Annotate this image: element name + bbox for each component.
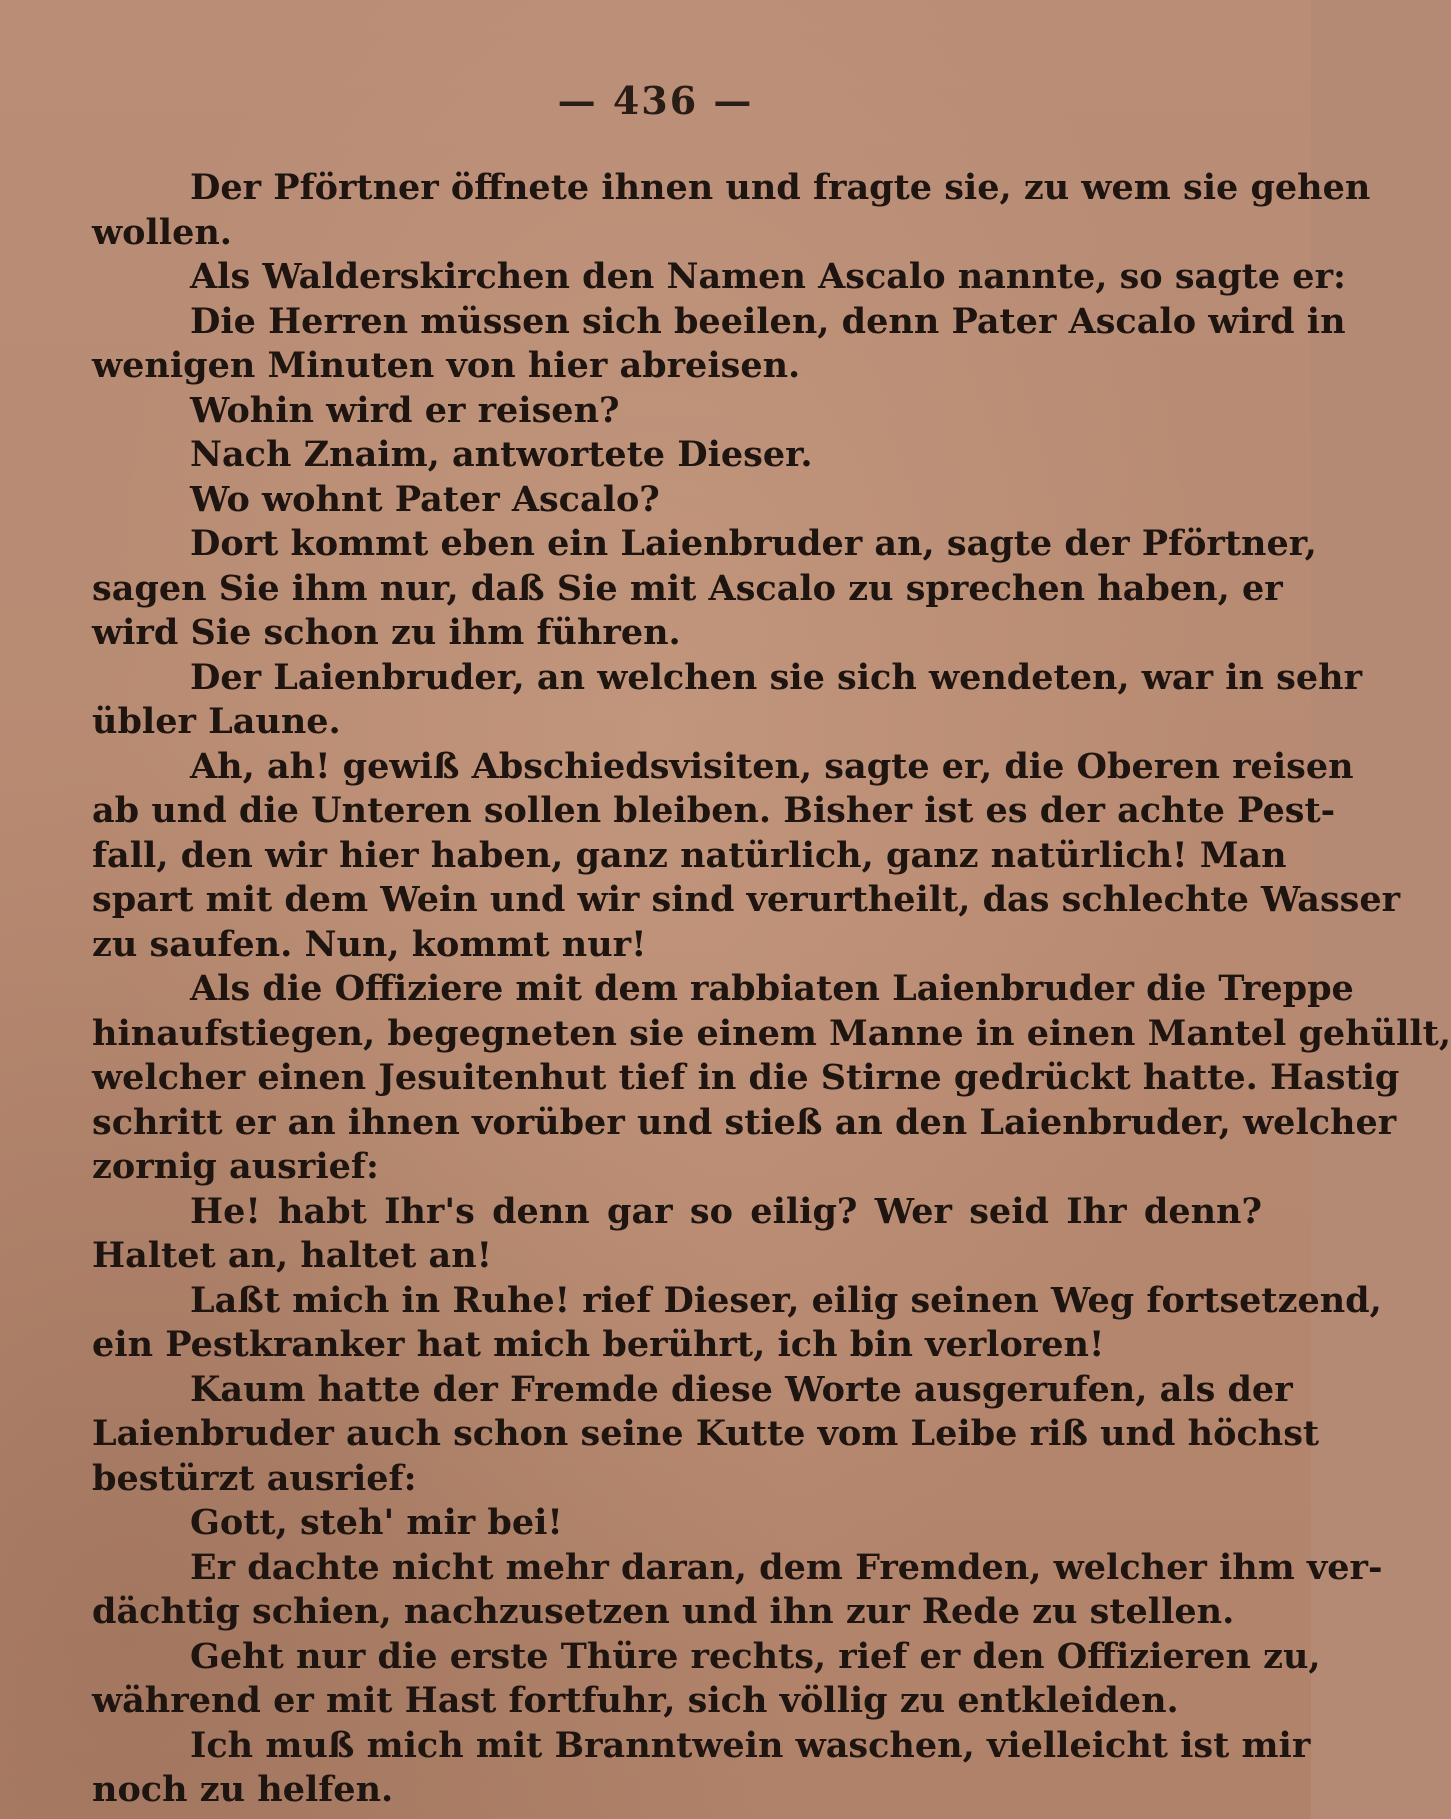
text-line: Dort kommt eben ein Laienbruder an, sagte der Pförtner, [190,523,1317,564]
text-line: zu saufen. Nun, kommt nur! [92,923,647,965]
text-line: Geht nur die erste Thüre rechts, rief er den Offizieren zu, [190,1635,1321,1677]
text-line: ab und die Unteren sollen bleiben. Bisher ist es der achte Pest- [92,790,1336,831]
text-line: Der Pförtner öffnete ihnen und fragte sie, zu wem sie gehen [190,167,1371,208]
text-line: Wohin wird er reisen? [190,389,620,431]
text-line: schritt er an ihnen vorüber und stieß an den Laienbruder, welcher [92,1101,1397,1143]
text-line: Als Walderskirchen den Namen Ascalo nannte, so sagte er: [190,256,1346,297]
text-line: Als die Offiziere mit dem rabbiaten Laienbruder die Treppe [190,968,1354,1009]
text-line: spart mit dem Wein und wir sind verurtheilt, das schlechte Wasser [92,879,1401,920]
text-line: Kaum hatte der Fremde diese Worte ausgerufen, als der [190,1368,1293,1410]
text-line: bestürzt ausrief: [92,1457,417,1499]
text-line: wollen. [92,211,232,253]
text-line: fall, den wir hier haben, ganz natürlich, ganz natürlich! Man [92,834,1287,876]
text-line: Die Herren müssen sich beeilen, denn Pater Ascalo wird in [190,300,1346,342]
text-line: zornig ausrief: [92,1146,379,1187]
text-line: Laienbruder auch schon seine Kutte vom Leibe riß und höchst [92,1413,1320,1454]
text-line: Nach Znaim, antwortete Dieser. [190,434,813,475]
text-line: dächtig schien, nachzusetzen und ihn zur Rede zu stellen. [92,1591,1235,1632]
text-line: noch zu helfen. [92,1769,394,1810]
body-text [92,166,1451,1813]
text-line: während er mit Hast fortfuhr, sich völlig zu entkleiden. [92,1680,1179,1721]
text-line: wird Sie schon zu ihm führen. [92,612,681,653]
text-line: Der Laienbruder, an welchen sie sich wendeten, war in sehr [190,656,1363,698]
text-line: sagen Sie ihm nur, daß Sie mit Ascalo zu sprechen haben, er [92,567,1283,609]
text-line: wenigen Minuten von hier abreisen. [92,345,801,386]
text-line: hinaufstiegen, begegneten sie einem Manne in einen Mantel gehüllt, [92,1012,1451,1054]
text-line: Gott, steh' mir bei! [190,1502,563,1543]
text-line: welcher einen Jesuitenhut tief in die Stirne gedrückt hatte. Hastig [92,1057,1400,1098]
text-line: Haltet an, haltet an! [92,1235,493,1276]
text-line: Er dachte nicht mehr daran, dem Fremden, welcher ihm ver- [190,1546,1383,1588]
text-line: He! habt Ihr's denn gar so eilig? Wer seid Ihr denn? [190,1190,1262,1232]
text-line: ein Pestkranker hat mich berührt, ich bin verloren! [92,1324,1105,1365]
text-line: Ich muß mich mit Branntwein waschen, vielleicht ist mir [190,1724,1311,1766]
text-line: Laßt mich in Ruhe! rief Dieser, eilig seinen Weg fortsetzend, [190,1279,1382,1321]
page-number: — 436 — [557,78,754,123]
text-line: Wo wohnt Pater Ascalo? [190,478,660,520]
text-line: übler Laune. [92,701,341,742]
text-line: Ah, ah! gewiß Abschiedsvisiten, sagte er, die Oberen reisen [190,745,1354,787]
